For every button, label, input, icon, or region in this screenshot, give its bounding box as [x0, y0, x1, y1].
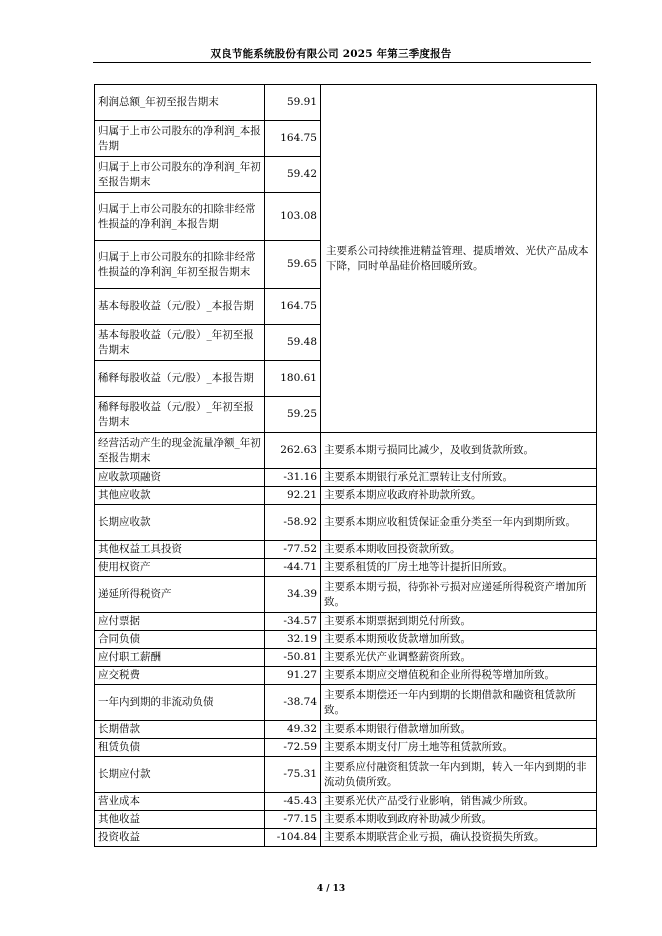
table-row	[95, 793, 597, 811]
row-change-value: 164.75	[265, 289, 321, 325]
row-item: 归属于上市公司股东的扣除非经常性损益的净利润_本报告期	[95, 193, 265, 241]
row-change-value: 91.27	[265, 667, 321, 685]
table-row	[95, 85, 597, 121]
table-row	[95, 577, 597, 613]
row-item: 应交税费	[95, 667, 265, 685]
row-change-value: 32.19	[265, 631, 321, 649]
row-reason: 主要系光伏产品受行业影响，销售减少所致。	[321, 793, 597, 811]
row-change-value: 49.32	[265, 721, 321, 739]
table-row	[95, 667, 597, 685]
row-item: 其他应收款	[95, 487, 265, 505]
page-number: 4 / 13	[316, 884, 346, 894]
report-header: 双良节能系统股份有限公司 2025 年第三季度报告	[210, 48, 452, 60]
row-item: 投资收益	[95, 829, 265, 847]
row-change-value: 59.42	[265, 157, 321, 193]
row-reason: 主要系本期应交增值税和企业所得税等增加所致。	[321, 667, 597, 685]
row-change-value: -38.74	[265, 685, 321, 721]
row-change-value: 59.91	[265, 85, 321, 121]
row-item: 长期应收款	[95, 505, 265, 541]
row-reason: 主要系本期预收货款增加所致。	[321, 631, 597, 649]
row-reason: 主要系应付融资租赁款一年内到期，转入一年内到期的非流动负债所致。	[321, 757, 597, 793]
row-change-value: 92.21	[265, 487, 321, 505]
table-row	[95, 631, 597, 649]
row-change-value: 103.08	[265, 193, 321, 241]
row-change-value: -77.15	[265, 811, 321, 829]
row-item: 稀释每股收益（元/股）_本报告期	[95, 361, 265, 397]
row-reason: 主要系光伏产业调整薪资所致。	[321, 649, 597, 667]
row-item: 应付票据	[95, 613, 265, 631]
row-reason: 主要系本期票据到期兑付所致。	[321, 613, 597, 631]
row-change-value: -44.71	[265, 559, 321, 577]
row-reason: 主要系租赁的厂房土地等计提折旧所致。	[321, 559, 597, 577]
row-reason: 主要系本期支付厂房土地等租赁款所致。	[321, 739, 597, 757]
table-row	[95, 757, 597, 793]
row-item: 长期借款	[95, 721, 265, 739]
table-row	[95, 829, 597, 847]
row-item: 基本每股收益（元/股）_年初至报告期末	[95, 325, 265, 361]
row-item: 归属于上市公司股东的扣除非经常性损益的净利润_年初至报告期末	[95, 241, 265, 289]
row-item: 营业成本	[95, 793, 265, 811]
row-change-value: -75.31	[265, 757, 321, 793]
row-item: 其他权益工具投资	[95, 541, 265, 559]
header-rule	[93, 62, 591, 63]
row-reason: 主要系本期收回投资款所致。	[321, 541, 597, 559]
row-item: 应收款项融资	[95, 469, 265, 487]
row-change-value: -104.84	[265, 829, 321, 847]
table-row	[95, 613, 597, 631]
row-change-value: 164.75	[265, 121, 321, 157]
row-change-value: -45.43	[265, 793, 321, 811]
row-reason: 主要系本期银行借款增加所致。	[321, 721, 597, 739]
row-reason: 主要系本期应收政府补助款所致。	[321, 487, 597, 505]
table-row	[95, 811, 597, 829]
table-row	[95, 721, 597, 739]
change-reasons-table	[94, 84, 597, 847]
row-change-value: 59.25	[265, 397, 321, 433]
row-reason: 主要系本期应收租赁保证金重分类至一年内到期所致。	[321, 505, 597, 541]
table-row	[95, 433, 597, 469]
row-item: 利润总额_年初至报告期末	[95, 85, 265, 121]
row-reason: 主要系本期亏损，待弥补亏损对应递延所得税资产增加所致。	[321, 577, 597, 613]
table-row	[95, 739, 597, 757]
row-item: 一年内到期的非流动负债	[95, 685, 265, 721]
table-row	[95, 559, 597, 577]
merged-reason-cell: 主要系公司持续推进精益管理、提质增效、光伏产品成本下降，同时单晶硅价格回暖所致。	[321, 85, 597, 433]
row-item: 稀释每股收益（元/股）_年初至报告期末	[95, 397, 265, 433]
table-row	[95, 685, 597, 721]
row-change-value: -34.57	[265, 613, 321, 631]
row-item: 归属于上市公司股东的净利润_年初至报告期末	[95, 157, 265, 193]
row-item: 基本每股收益（元/股）_本报告期	[95, 289, 265, 325]
table-row	[95, 649, 597, 667]
row-change-value: -58.92	[265, 505, 321, 541]
table-body	[95, 85, 597, 847]
row-item: 经营活动产生的现金流量净额_年初至报告期末	[95, 433, 265, 469]
row-item: 长期应付款	[95, 757, 265, 793]
row-item: 租赁负债	[95, 739, 265, 757]
table-row	[95, 487, 597, 505]
table-row	[95, 541, 597, 559]
row-change-value: 59.65	[265, 241, 321, 289]
row-reason: 主要系本期收到政府补助减少所致。	[321, 811, 597, 829]
row-reason: 主要系本期亏损同比减少，及收到货款所致。	[321, 433, 597, 469]
row-reason: 主要系本期联营企业亏损，确认投资损失所致。	[321, 829, 597, 847]
row-change-value: -77.52	[265, 541, 321, 559]
row-change-value: 59.48	[265, 325, 321, 361]
row-change-value: 180.61	[265, 361, 321, 397]
row-change-value: -31.16	[265, 469, 321, 487]
row-change-value: -72.59	[265, 739, 321, 757]
row-change-value: 34.39	[265, 577, 321, 613]
row-reason: 主要系本期银行承兑汇票转让支付所致。	[321, 469, 597, 487]
row-item: 使用权资产	[95, 559, 265, 577]
table-row	[95, 505, 597, 541]
row-item: 递延所得税资产	[95, 577, 265, 613]
row-item: 归属于上市公司股东的净利润_本报告期	[95, 121, 265, 157]
table-row	[95, 469, 597, 487]
row-change-value: 262.63	[265, 433, 321, 469]
row-item: 其他收益	[95, 811, 265, 829]
row-item: 应付职工薪酬	[95, 649, 265, 667]
row-change-value: -50.81	[265, 649, 321, 667]
row-reason: 主要系本期偿还一年内到期的长期借款和融资租赁款所致。	[321, 685, 597, 721]
row-item: 合同负债	[95, 631, 265, 649]
